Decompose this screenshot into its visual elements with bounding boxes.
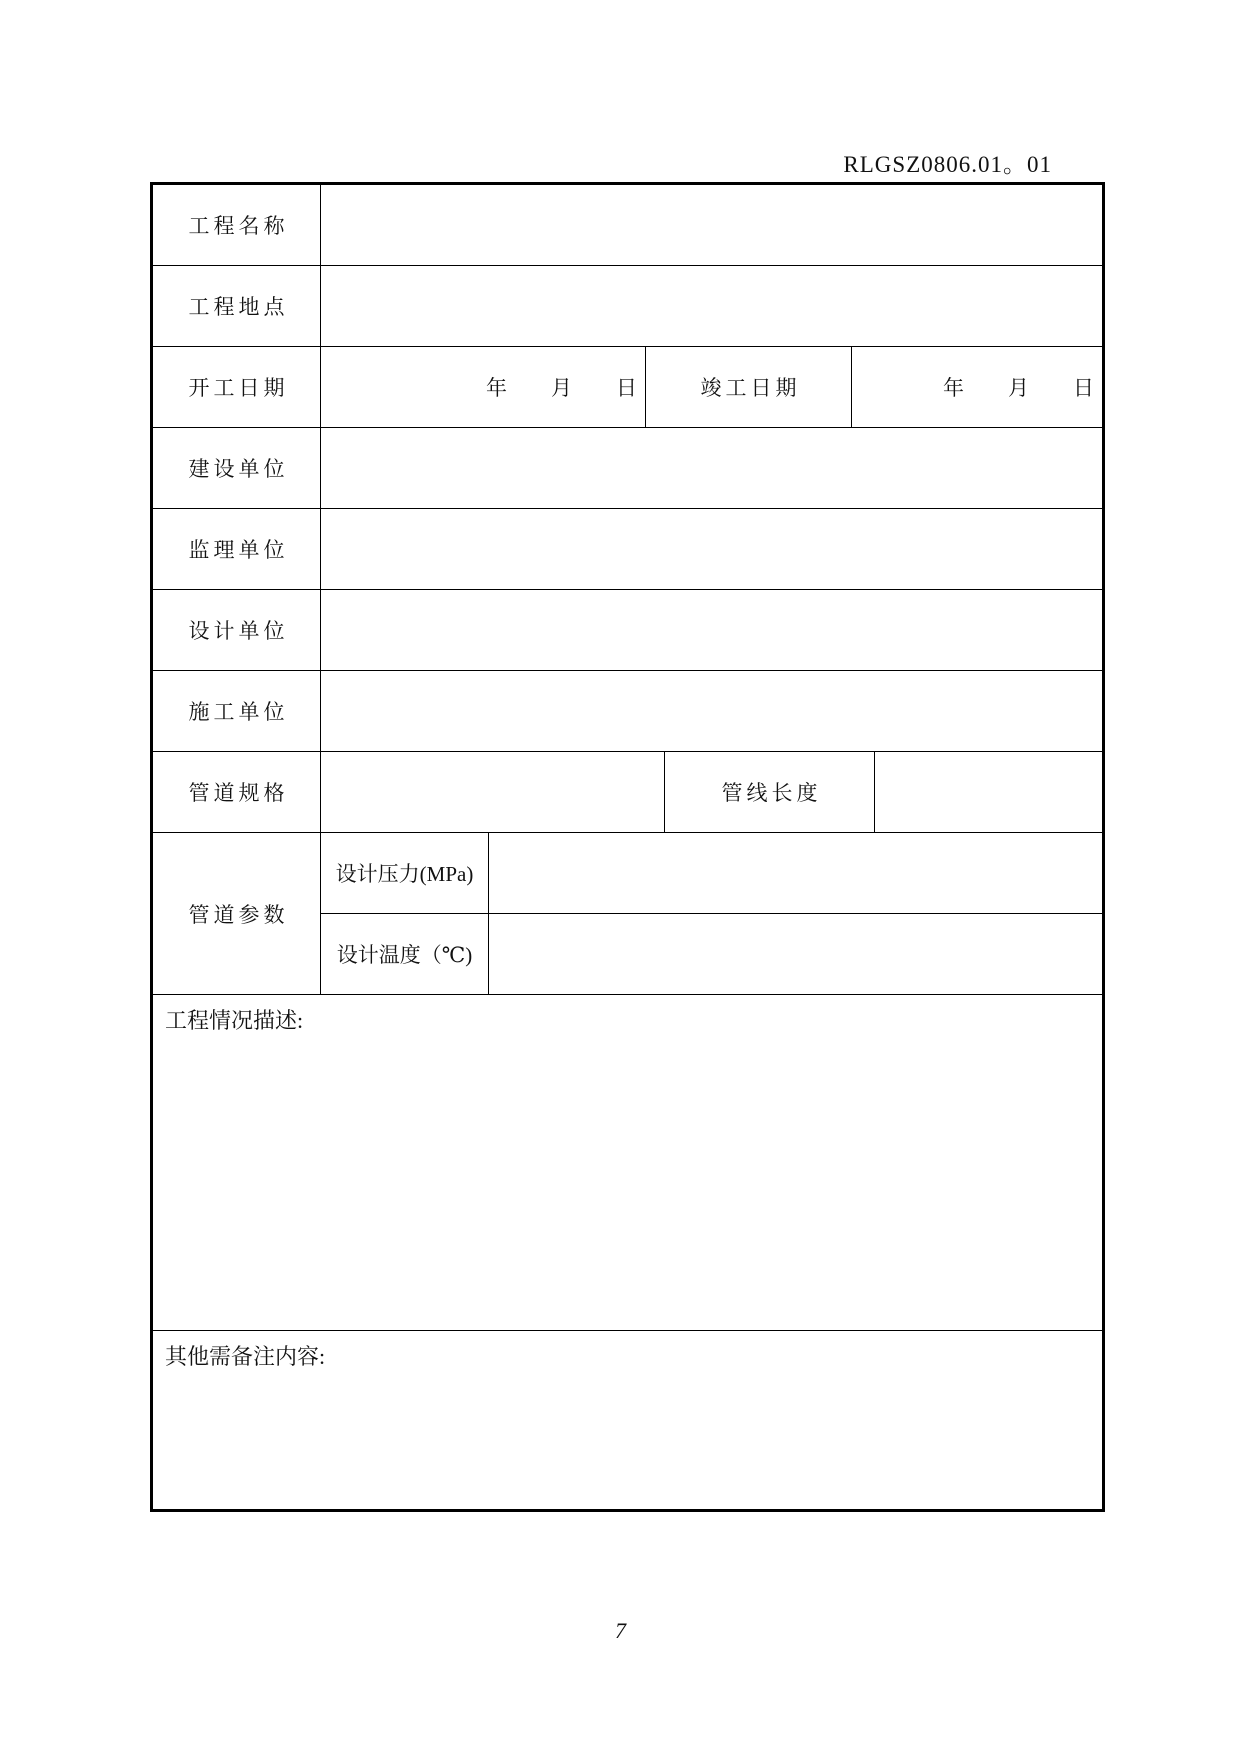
- design-unit-value-cell: [321, 590, 1102, 670]
- project-description-cell: [153, 995, 1102, 1330]
- row-pipe-parameters: [153, 833, 1102, 995]
- project-location-value-cell: [321, 266, 1102, 346]
- document-code: RLGSZ0806.01。01: [843, 152, 1052, 177]
- pipe-spec-label: 管道规格: [153, 752, 321, 832]
- pipeline-length-value-cell: [875, 752, 1102, 832]
- completion-date-year-unit: 年: [943, 376, 964, 400]
- completion-date-day-unit: 日: [1073, 376, 1094, 400]
- row-contractor-unit: [153, 671, 1102, 752]
- start-date-label: 开工日期: [153, 347, 321, 427]
- design-unit-label: 设计单位: [153, 590, 321, 670]
- contractor-unit-value-cell: [321, 671, 1102, 751]
- row-dates: [153, 347, 1102, 428]
- supervision-unit-value-cell: [321, 509, 1102, 589]
- construction-unit-value-cell: [321, 428, 1102, 508]
- start-date-day-unit: 日: [616, 376, 637, 400]
- subrow-design-temperature: [321, 914, 1102, 994]
- row-design-unit: [153, 590, 1102, 671]
- pipe-spec-value-cell: [321, 752, 665, 832]
- design-pressure-value-cell: [489, 833, 1102, 913]
- row-project-location: [153, 266, 1102, 347]
- pipe-params-label: 管道参数: [153, 833, 321, 994]
- construction-unit-label: 建设单位: [153, 428, 321, 508]
- page-number: 7: [615, 1618, 626, 1643]
- start-date-year-unit: 年: [486, 376, 507, 400]
- project-name-label: 工程名称: [153, 185, 321, 265]
- design-pressure-label: 设计压力(MPa): [321, 833, 489, 913]
- completion-date-label: 竣工日期: [646, 347, 852, 427]
- project-name-value-cell: [321, 185, 1102, 265]
- row-other-notes: [153, 1331, 1102, 1509]
- row-project-name: [153, 185, 1102, 266]
- subrow-design-pressure: [321, 833, 1102, 914]
- supervision-unit-label: 监理单位: [153, 509, 321, 589]
- row-pipe-spec: [153, 752, 1102, 833]
- other-notes-label: 其他需备注内容:: [165, 1344, 326, 1369]
- pipeline-length-label: 管线长度: [665, 752, 875, 832]
- project-description-label: 工程情况描述:: [165, 1008, 304, 1033]
- completion-date-value-cell: [852, 347, 1102, 427]
- project-location-label: 工程地点: [153, 266, 321, 346]
- start-date-month-unit: 月: [551, 376, 572, 400]
- start-date-value-cell: [321, 347, 646, 427]
- project-info-table: [150, 182, 1105, 1512]
- completion-date-month-unit: 月: [1008, 376, 1029, 400]
- pipe-params-subrows: [321, 833, 1102, 994]
- design-temperature-value-cell: [489, 914, 1102, 994]
- row-construction-unit: [153, 428, 1102, 509]
- design-temperature-label: 设计温度（℃): [321, 914, 489, 994]
- row-project-description: [153, 995, 1102, 1331]
- row-supervision-unit: [153, 509, 1102, 590]
- other-notes-cell: [153, 1331, 1102, 1509]
- contractor-unit-label: 施工单位: [153, 671, 321, 751]
